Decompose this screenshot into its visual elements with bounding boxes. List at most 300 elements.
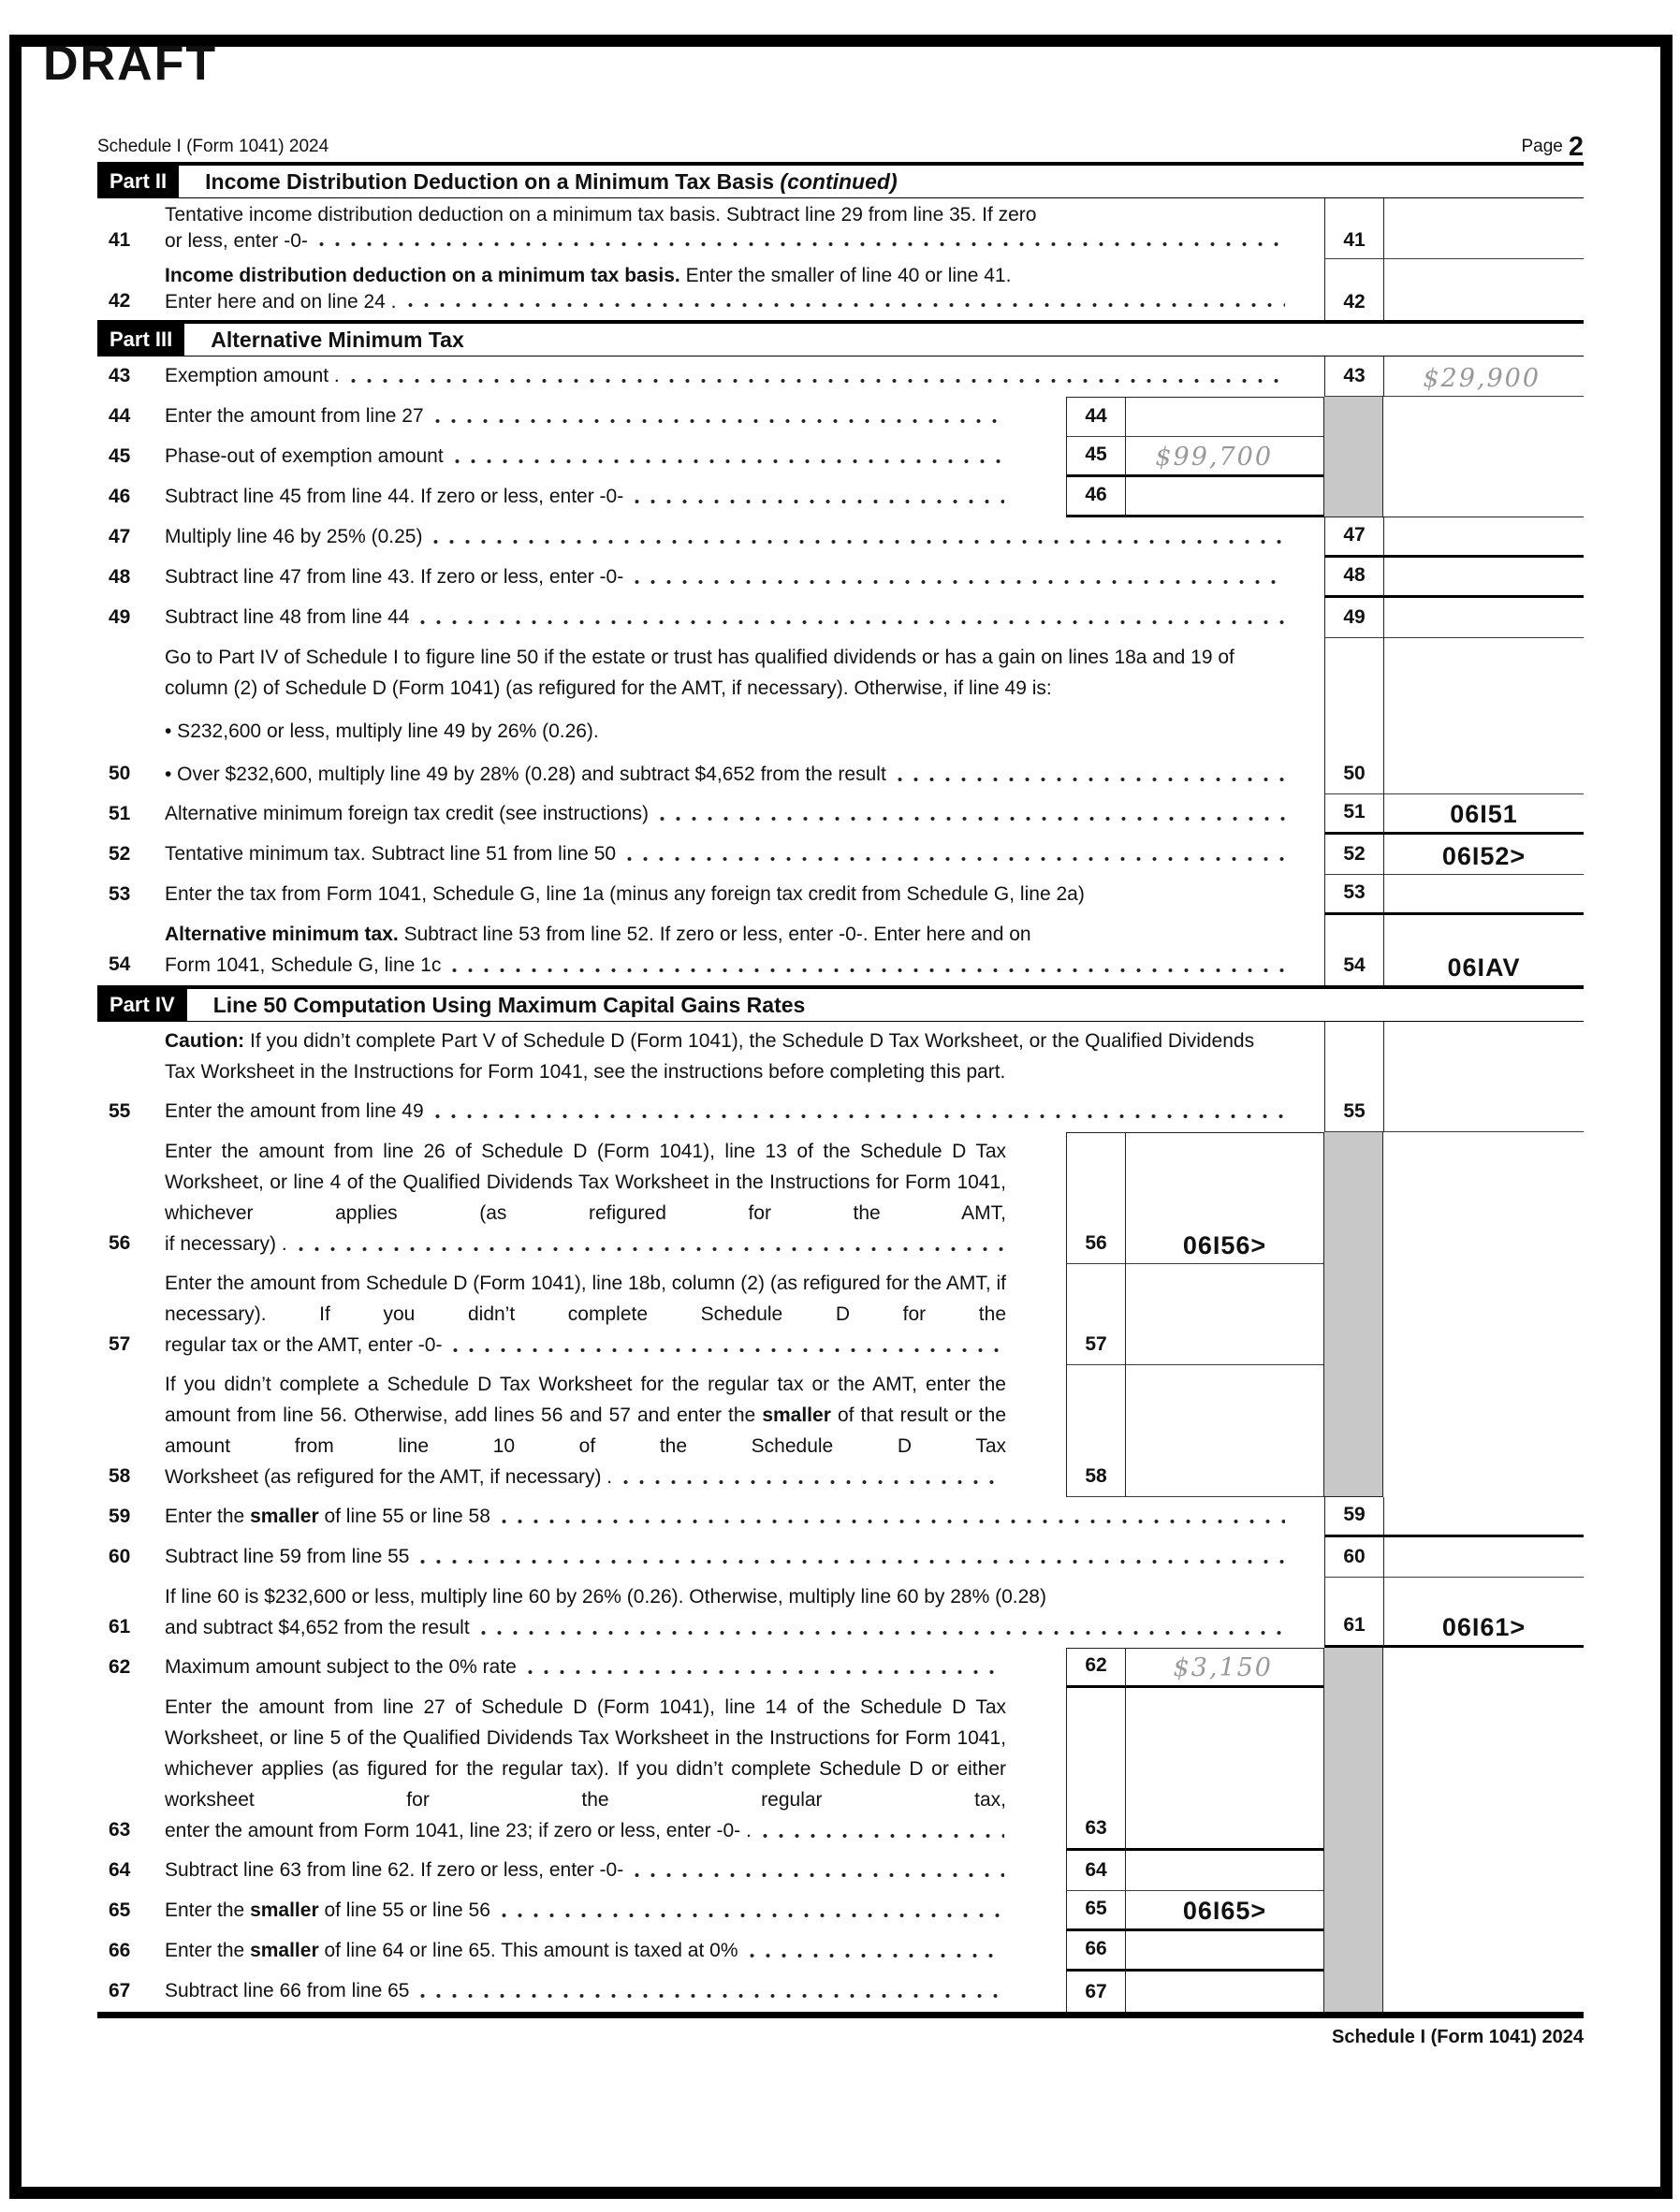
line-number <box>97 1022 165 1092</box>
text-segment: Enter the amount from line 49 <box>165 1100 424 1122</box>
line-number-box <box>1324 1578 1383 1648</box>
row-description <box>165 1365 1066 1497</box>
dot-leader <box>502 1912 1004 1919</box>
description-line <box>165 1136 1006 1229</box>
row-description <box>165 357 1324 397</box>
row-description <box>165 558 1324 598</box>
box-line-number: 45 <box>1085 444 1107 465</box>
row-description <box>165 1578 1324 1648</box>
text-segment: of line 55 or line 58 <box>318 1506 490 1527</box>
dot-leader <box>660 815 1285 822</box>
text-segment: Subtract line 63 from line 62. If zero or less, enter -0- <box>165 1859 624 1881</box>
inner-amount-cell <box>1125 1851 1323 1891</box>
box-line-number: 57 <box>1085 1333 1107 1355</box>
box-line-number: 56 <box>1085 1232 1107 1254</box>
description-tail <box>165 1229 1006 1259</box>
line-number: 58 <box>109 1465 131 1487</box>
tail-text <box>165 838 616 869</box>
line-number: 47 <box>109 526 131 547</box>
line-number-box <box>1324 835 1383 875</box>
row-description <box>165 1688 1066 1851</box>
text-segment: Caution: <box>165 1030 245 1052</box>
text-segment: smaller <box>250 1899 319 1921</box>
draft-code-value: 06I56> <box>1182 1231 1267 1259</box>
row-description <box>165 437 1066 477</box>
form-section <box>97 162 1584 320</box>
dot-leader <box>299 1245 1004 1253</box>
tail-text <box>165 1975 409 2006</box>
part-title: Line 50 Computation Using Maximum Capital Gains Rates <box>212 992 806 1017</box>
form-row <box>97 1365 1323 1497</box>
box-line-number: 66 <box>1085 1938 1107 1959</box>
form-row <box>97 357 1584 397</box>
row-description <box>165 1022 1324 1092</box>
inner-amount-cell <box>1125 1264 1323 1365</box>
dot-leader <box>420 1558 1285 1565</box>
line-number-box <box>1066 1648 1125 1688</box>
line-number: 50 <box>109 763 131 784</box>
description-tail <box>165 602 1287 633</box>
tail-text <box>165 798 649 829</box>
row-description <box>165 1648 1066 1688</box>
line-number: 62 <box>109 1656 131 1678</box>
dot-leader <box>528 1668 1004 1676</box>
description-tail <box>165 441 1006 472</box>
form-row <box>97 259 1584 320</box>
description-tail <box>165 1975 1006 2006</box>
box-line-number: 43 <box>1343 365 1366 386</box>
dot-leader <box>898 776 1285 783</box>
row-description <box>165 198 1324 259</box>
text-segment: Worksheet (as refigured for the AMT, if necessary) . <box>165 1466 613 1488</box>
text-segment: Subtract line 48 from line 44 <box>165 606 410 628</box>
row-description <box>165 397 1066 437</box>
form-row <box>97 598 1584 638</box>
line-number-box <box>1324 558 1383 598</box>
dot-leader <box>435 1113 1285 1120</box>
outer-amount-cell <box>1383 1497 1584 1537</box>
text-segment: Subtract line 59 from line 55 <box>165 1546 410 1567</box>
form-section <box>97 985 1584 2018</box>
text-segment: if necessary) . <box>165 1233 287 1255</box>
text-segment: smaller <box>250 1940 319 1961</box>
tail-text <box>165 521 422 552</box>
text-segment: Subtract line 47 from line 43. If zero or less, enter -0- <box>165 566 624 588</box>
box-line-number: 49 <box>1343 606 1366 628</box>
description-tail <box>165 400 1006 431</box>
dot-leader <box>408 301 1285 309</box>
inner-rows <box>97 397 1323 517</box>
line-number: 66 <box>109 1940 131 1961</box>
row-description <box>165 1497 1324 1537</box>
text-segment: If you didn’t complete a Schedule D Tax Worksheet for the regular tax or the AMT, enter the amount from line 56. Otherwise, add lines 56 and 57 and enter the <box>165 1374 1006 1426</box>
draft-code-value: 06I61> <box>1441 1613 1527 1641</box>
line-number-box <box>1066 1264 1125 1365</box>
box-line-number: 41 <box>1343 229 1366 251</box>
description-line <box>165 1369 1006 1462</box>
part-label: Part IV <box>97 989 187 1021</box>
row-description <box>165 1972 1066 2012</box>
text-segment: Enter the amount from line 26 of Schedule D (Form 1041), line 13 of the Schedule D Tax Worksheet, or line 4 of the Qualified Dividends Tax Worksheet in the Instructions for Form 1041, whichever applies (as refigured for the AMT, <box>165 1141 1006 1224</box>
form-content <box>97 132 1584 2048</box>
text-segment: Subtract line 66 from line 65 <box>165 1980 410 2001</box>
line-number: 56 <box>109 1232 131 1254</box>
row-description <box>165 477 1066 517</box>
line-number-box <box>1066 1132 1125 1264</box>
dot-leader <box>319 240 1285 248</box>
text-segment: Enter the <box>165 1506 251 1527</box>
text-segment: Alternative minimum tax. <box>165 924 399 945</box>
outer-amount-cell <box>1383 875 1584 915</box>
dot-leader <box>635 578 1285 586</box>
line-number-box <box>1324 1537 1383 1578</box>
box-line-number: 59 <box>1343 1504 1366 1525</box>
tail-text <box>165 481 623 512</box>
inner-rows <box>97 1648 1323 2012</box>
description-tail <box>165 1612 1287 1643</box>
dot-leader <box>420 618 1285 626</box>
line-number-box <box>1324 517 1383 558</box>
row-description <box>165 875 1324 915</box>
text-segment: Maximum amount subject to the 0% rate <box>165 1656 517 1678</box>
shaded-column-cell <box>1323 1648 1382 2012</box>
outer-amount-cell <box>1383 1578 1584 1648</box>
line-number-box <box>1324 875 1383 915</box>
description-line <box>165 263 1287 289</box>
row-description <box>165 598 1324 638</box>
form-section <box>97 320 1584 985</box>
outer-amount-cell <box>1383 357 1584 397</box>
text-segment: of line 64 or line 65. This amount is taxed at 0% <box>318 1940 738 1961</box>
page-indicator <box>1521 132 1584 162</box>
line-number-box <box>1066 1851 1125 1891</box>
box-line-number: 61 <box>1343 1614 1366 1636</box>
part-label: Part III <box>97 324 184 356</box>
description-tail <box>165 1855 1006 1885</box>
box-line-number: 63 <box>1085 1817 1107 1839</box>
description-tail <box>165 1330 1006 1361</box>
outer-amount-cell <box>1383 259 1584 320</box>
line-number: 49 <box>109 606 131 628</box>
form-row <box>97 1891 1323 1931</box>
text-segment: Tentative minimum tax. Subtract line 51 from line 50 <box>165 843 617 865</box>
text-segment: Go to Part IV of Schedule I to figure line 50 if the estate or trust has qualified dividends or has a gain on lines 18a and 19 of column (2) of Schedule D (Form 1041) (as refigured for the AMT, if necessary). Otherwise, if line 49 is: <box>165 647 1234 699</box>
line-number-box <box>1066 1931 1125 1972</box>
line-number: 53 <box>109 883 131 905</box>
text-segment: Enter the amount from Schedule D (Form 1041), line 18b, column (2) (as refigured for the AMT, if necessary). If you didn’t complete Schedule D for the <box>165 1273 1006 1325</box>
line-number: 48 <box>109 566 131 588</box>
form-id-header: Schedule I (Form 1041) 2024 <box>97 137 329 156</box>
line-number: 60 <box>109 1546 131 1567</box>
inner-amount-cell <box>1125 1365 1323 1497</box>
dot-leader <box>750 1952 1005 1959</box>
box-line-number: 67 <box>1085 1981 1107 2002</box>
row-description <box>165 835 1324 875</box>
outer-amount-cell <box>1383 1537 1584 1578</box>
line-number-box <box>1324 638 1383 794</box>
tail-text <box>165 400 424 431</box>
inner-column-block <box>97 1132 1584 1497</box>
form-row <box>97 794 1584 835</box>
box-line-number: 42 <box>1343 291 1366 313</box>
draft-code-value: 06I52> <box>1441 842 1527 870</box>
draft-amount-value: $99,700 <box>1155 443 1273 472</box>
description-tail <box>165 561 1287 592</box>
part-label: Part II <box>97 166 179 197</box>
part-header <box>97 985 1584 1022</box>
description-line <box>165 919 1287 950</box>
row-description <box>165 1891 1066 1931</box>
line-number: 51 <box>109 803 131 824</box>
outer-amount-cell <box>1383 558 1584 598</box>
page-label: Page <box>1521 137 1563 156</box>
form-row <box>97 477 1323 517</box>
description-line <box>165 202 1287 228</box>
description-tail <box>165 1096 1287 1127</box>
row-description <box>165 517 1324 558</box>
form-row <box>97 1931 1323 1972</box>
text-segment: Enter the smaller of line 40 or line 41. <box>679 265 1012 286</box>
line-number-box <box>1324 1497 1383 1537</box>
row-description <box>165 259 1324 320</box>
line-number: 44 <box>109 405 131 427</box>
text-segment: Income distribution deduction on a minimum tax basis. <box>165 265 680 286</box>
tail-text <box>165 1935 738 1966</box>
text-segment: smaller <box>762 1404 831 1426</box>
tail-text <box>165 1330 442 1361</box>
box-line-number: 50 <box>1343 763 1366 784</box>
row-description <box>165 1537 1324 1578</box>
dot-leader <box>627 855 1285 863</box>
form-row <box>97 397 1323 437</box>
part-title-suffix: (continued) <box>780 168 898 194</box>
inner-column-block <box>97 397 1584 517</box>
box-line-number: 48 <box>1343 564 1366 586</box>
footer-note: Schedule I (Form 1041) 2024 <box>1331 2027 1584 2047</box>
page-number: 2 <box>1568 132 1584 162</box>
description-tail <box>165 798 1287 829</box>
inner-amount-cell <box>1125 397 1323 437</box>
dot-leader <box>502 1518 1285 1525</box>
form-row <box>97 835 1584 875</box>
box-line-number: 46 <box>1085 484 1107 505</box>
box-line-number: 51 <box>1343 801 1366 822</box>
line-number-box <box>1066 437 1125 477</box>
row-description <box>165 638 1324 794</box>
inner-amount-cell <box>1125 1132 1323 1264</box>
outer-amount-cell <box>1383 915 1584 985</box>
tail-text <box>165 1612 470 1643</box>
line-number: 54 <box>109 953 131 975</box>
box-line-number: 54 <box>1343 954 1366 976</box>
inner-amount-cell <box>1125 437 1323 477</box>
box-line-number: 44 <box>1085 405 1107 427</box>
tail-text <box>165 602 409 633</box>
outer-amount-cell <box>1383 794 1584 835</box>
box-line-number: 65 <box>1085 1898 1107 1919</box>
form-row <box>97 1537 1584 1578</box>
tail-text <box>165 1501 490 1532</box>
description-tail <box>165 228 1287 255</box>
shaded-column-cell <box>1323 397 1382 517</box>
tail-text <box>165 561 623 592</box>
line-number: 55 <box>109 1100 131 1122</box>
dot-leader <box>455 458 1004 465</box>
line-number: 41 <box>109 229 131 251</box>
tail-text <box>165 1541 409 1572</box>
tail-text <box>165 1652 517 1682</box>
row-description <box>165 1264 1066 1365</box>
text-segment: Subtract line 45 from line 44. If zero or less, enter -0- <box>165 486 624 507</box>
line-number: 43 <box>109 365 131 386</box>
draft-watermark: DRAFT <box>43 36 218 91</box>
shaded-column-cell <box>1323 1132 1382 1497</box>
text-segment: • Over $232,600, multiply line 49 by 28% (0.28) and subtract $4,652 from the result <box>165 764 886 785</box>
dot-leader <box>623 1478 1004 1486</box>
dot-leader <box>351 377 1285 385</box>
line-number-box <box>1066 397 1125 437</box>
text-segment: Phase-out of exemption amount <box>165 445 444 467</box>
box-line-number: 47 <box>1343 524 1366 546</box>
inner-column-block <box>97 1648 1584 2012</box>
form-row <box>97 1648 1323 1688</box>
outer-amount-cell <box>1383 638 1584 794</box>
form-row <box>97 1132 1323 1264</box>
text-segment: Exemption amount . <box>165 365 340 386</box>
line-number-box <box>1324 198 1383 259</box>
outer-amount-spacer-cell <box>1382 1648 1584 2012</box>
tail-text <box>165 441 444 472</box>
draft-code-value: 06IAV <box>1447 953 1521 982</box>
description-line <box>165 642 1287 704</box>
tail-text <box>165 289 397 315</box>
line-number-box <box>1066 1365 1125 1497</box>
line-number: 59 <box>109 1506 131 1527</box>
text-segment: Subtract line 53 from line 52. If zero or less, enter -0-. Enter here and on <box>398 924 1031 945</box>
line-number-box <box>1324 259 1383 320</box>
description-tail <box>165 1652 1006 1682</box>
description-tail <box>165 879 1287 910</box>
row-description <box>165 1092 1324 1132</box>
outer-amount-cell <box>1383 198 1584 259</box>
line-number-box <box>1066 1972 1125 2012</box>
inner-amount-cell <box>1125 1688 1323 1851</box>
outer-amount-cell <box>1383 1092 1584 1132</box>
form-row <box>97 1264 1323 1365</box>
dot-leader <box>420 1992 1004 2000</box>
line-number: 57 <box>109 1333 131 1355</box>
description-tail <box>165 759 1287 790</box>
line-number-box <box>1066 1891 1125 1931</box>
form-row <box>97 875 1584 915</box>
form-row <box>97 558 1584 598</box>
inner-amount-cell <box>1125 1648 1323 1688</box>
description-tail <box>165 289 1287 315</box>
text-segment: of that result or the amount from line 10 of the Schedule D Tax <box>165 1404 1006 1457</box>
description-line <box>165 1692 1006 1815</box>
line-number: 63 <box>109 1819 131 1841</box>
form-row <box>97 1022 1584 1092</box>
text-segment: Enter the <box>165 1940 251 1961</box>
row-description <box>165 1931 1066 1972</box>
description-line <box>165 1581 1287 1612</box>
line-number: 67 <box>109 1980 131 2001</box>
outer-amount-spacer-cell <box>1382 1132 1584 1497</box>
inner-rows <box>97 1132 1323 1497</box>
dot-leader <box>435 417 1004 425</box>
inner-amount-cell <box>1125 1931 1323 1972</box>
form-row <box>97 1851 1323 1891</box>
description-line <box>165 1268 1006 1330</box>
outer-amount-cell <box>1383 1022 1584 1092</box>
tail-text <box>165 228 308 255</box>
text-segment: Multiply line 46 by 25% (0.25) <box>165 526 423 547</box>
line-number: 46 <box>109 486 131 507</box>
description-tail <box>165 1895 1006 1926</box>
text-segment: of line 55 or line 56 <box>318 1899 490 1921</box>
outer-amount-cell <box>1383 517 1584 558</box>
text-segment: Enter the amount from line 27 of Schedule D (Form 1041), line 14 of the Schedule D Tax Worksheet, or line 5 of the Qualified Dividends Tax Worksheet in the Instructions for Form 1041, whichever applies (as figured for the regular tax). If you didn’t complete Schedule D or either worksheet for the regular tax, <box>165 1696 1006 1811</box>
line-number: 42 <box>109 290 131 312</box>
tail-text <box>165 1462 612 1492</box>
line-number-box <box>1324 1092 1383 1132</box>
description-tail <box>165 1935 1006 1966</box>
dot-leader <box>433 538 1285 546</box>
form-row <box>97 1972 1323 2012</box>
description-tail <box>165 950 1287 981</box>
tail-text <box>165 1815 752 1846</box>
draft-code-value: 06I51 <box>1450 800 1518 828</box>
form-header <box>97 132 1584 162</box>
tail-text <box>165 950 441 981</box>
text-segment: smaller <box>250 1506 319 1527</box>
text-segment: If you didn’t complete Part V of Schedule D (Form 1041), the Schedule D Tax Worksheet, or the Qualified Dividends Tax Worksheet in the Instructions for Form 1041, see the instructions before completing this part. <box>165 1030 1255 1083</box>
line-number-box <box>1324 915 1383 985</box>
form-row <box>97 1092 1584 1132</box>
text-segment: If line 60 is $232,600 or less, multiply line 60 by 26% (0.26). Otherwise, multiply line 60 by 28% (0.28) <box>165 1586 1046 1608</box>
inner-amount-cell <box>1125 1972 1323 2012</box>
form-row <box>97 1688 1323 1851</box>
box-line-number: 55 <box>1343 1100 1366 1122</box>
inner-amount-cell <box>1125 477 1323 517</box>
outer-amount-cell <box>1383 835 1584 875</box>
description-tail <box>165 521 1287 552</box>
line-number: 64 <box>109 1859 131 1881</box>
dot-leader <box>452 967 1285 974</box>
description-tail <box>165 838 1287 869</box>
line-number-box <box>1324 794 1383 835</box>
description-tail <box>165 360 1287 391</box>
box-line-number: 52 <box>1343 843 1366 865</box>
form-body <box>97 162 1584 2018</box>
form-row <box>97 915 1584 985</box>
tail-text <box>165 1229 287 1259</box>
description-line <box>165 716 1287 747</box>
description-tail <box>165 1541 1287 1572</box>
text-segment: • S232,600 or less, multiply line 49 by 26% (0.26). <box>165 720 599 742</box>
text-segment: Tentative income distribution deduction on a minimum tax basis. Subtract line 29 from line 35. If zero <box>165 204 1037 226</box>
dot-leader <box>453 1346 1004 1354</box>
description-tail <box>165 481 1006 512</box>
line-number-box <box>1324 357 1383 397</box>
description-tail <box>165 1815 1006 1846</box>
text-segment: regular tax or the AMT, enter -0- <box>165 1334 443 1356</box>
form-row <box>97 198 1584 259</box>
text-segment: Form 1041, Schedule G, line 1c <box>165 954 442 976</box>
part-title: Alternative Minimum Tax <box>211 327 464 352</box>
dot-leader <box>635 1871 1004 1879</box>
line-number-box <box>1066 1688 1125 1851</box>
